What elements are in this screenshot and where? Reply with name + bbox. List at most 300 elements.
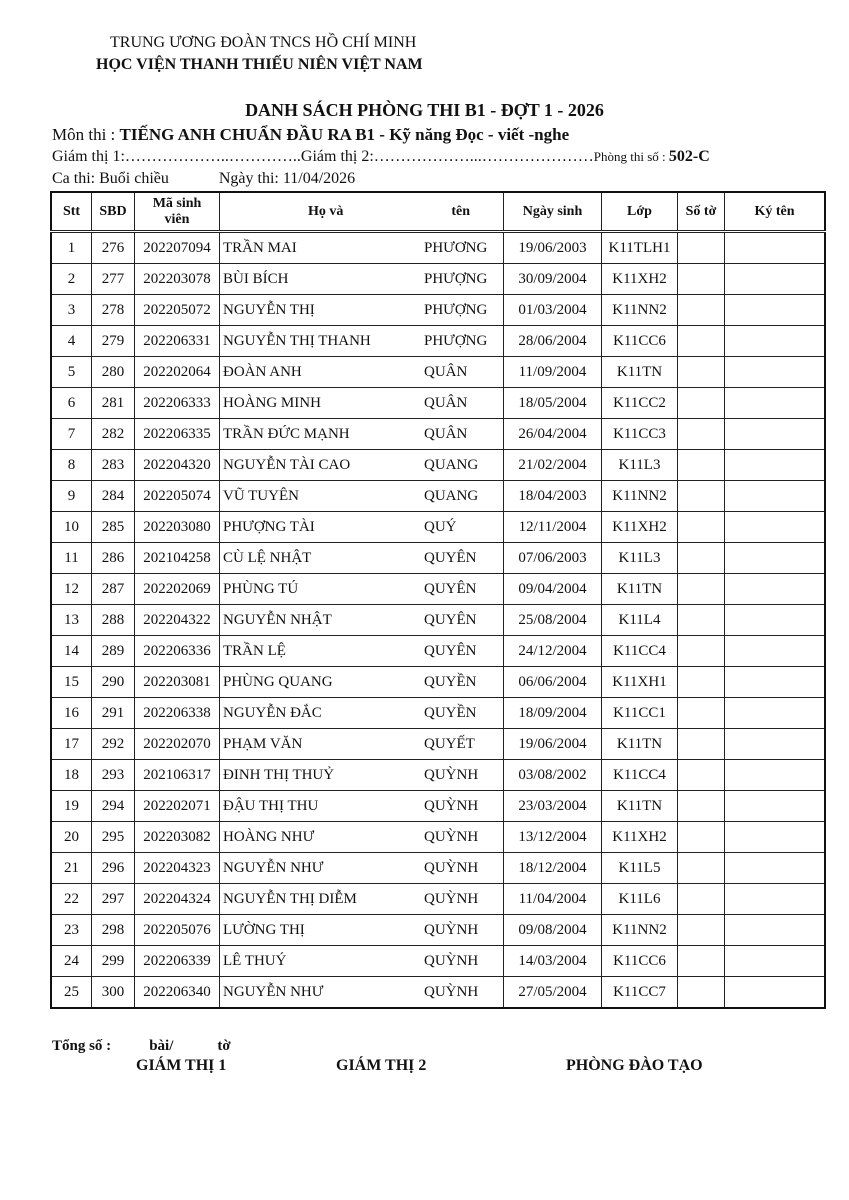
col-name-last: tên: [451, 203, 470, 219]
col-dob: Ngày sinh: [504, 192, 602, 232]
cell-class: K11XH1: [602, 667, 678, 698]
cell-full-name: [220, 729, 504, 760]
cell-full-name: [220, 822, 504, 853]
cell-signature[interactable]: [725, 574, 826, 605]
cell-stt: 22: [51, 884, 92, 915]
col-sheets: Số tờ: [678, 192, 725, 232]
cell-surname: BÙI BÍCH: [223, 270, 289, 287]
cell-sheets[interactable]: [678, 760, 725, 791]
cell-student-id: 202206333: [135, 388, 220, 419]
cell-given-name: QUYÊN: [424, 580, 477, 597]
cell-full-name: [220, 481, 504, 512]
total-label: Tổng số :: [52, 1038, 112, 1054]
cell-student-id: 202202069: [135, 574, 220, 605]
cell-given-name: QUỲNH: [424, 952, 479, 969]
cell-stt: 11: [51, 543, 92, 574]
cell-sheets[interactable]: [678, 698, 725, 729]
cell-surname: NGUYỄN ĐẮC: [223, 704, 322, 721]
cell-sbd: 288: [92, 605, 135, 636]
cell-class: K11NN2: [602, 915, 678, 946]
cell-class: K11CC4: [602, 636, 678, 667]
cell-stt: 5: [51, 357, 92, 388]
cell-stt: 16: [51, 698, 92, 729]
cell-student-id: 202203081: [135, 667, 220, 698]
cell-class: K11CC6: [602, 946, 678, 977]
total-line: [52, 1038, 231, 1055]
cell-given-name: QUỲNH: [424, 890, 479, 907]
subject-label: Môn thi :: [52, 125, 120, 144]
cell-stt: 24: [51, 946, 92, 977]
cell-sbd: 297: [92, 884, 135, 915]
proctor-1-field: Giám thị 1:………………..…………..: [52, 148, 301, 165]
cell-stt: 25: [51, 977, 92, 1009]
cell-class: K11TN: [602, 574, 678, 605]
cell-given-name: PHƯỢNG: [424, 270, 488, 287]
cell-full-name: [220, 698, 504, 729]
cell-sbd: 293: [92, 760, 135, 791]
cell-class: K11L4: [602, 605, 678, 636]
cell-dob: 18/12/2004: [504, 853, 602, 884]
table-row: [51, 574, 825, 605]
cell-sheets[interactable]: [678, 574, 725, 605]
cell-sbd: 280: [92, 357, 135, 388]
cell-full-name: [220, 853, 504, 884]
cell-surname: NGUYỄN TÀI CAO: [223, 456, 351, 473]
cell-signature[interactable]: [725, 853, 826, 884]
cell-dob: 26/04/2004: [504, 419, 602, 450]
exam-date: Ngày thi: 11/04/2026: [218, 170, 356, 187]
cell-full-name: [220, 512, 504, 543]
cell-dob: 27/05/2004: [504, 977, 602, 1009]
cell-dob: 13/12/2004: [504, 822, 602, 853]
cell-signature[interactable]: [725, 977, 826, 1009]
cell-full-name: [220, 388, 504, 419]
cell-dob: 09/08/2004: [504, 915, 602, 946]
cell-surname: NGUYỄN THỊ THANH: [223, 332, 371, 349]
cell-sbd: 285: [92, 512, 135, 543]
cell-stt: 6: [51, 388, 92, 419]
cell-full-name: [220, 326, 504, 357]
cell-class: K11CC1: [602, 698, 678, 729]
cell-stt: 13: [51, 605, 92, 636]
cell-surname: NGUYỄN NHƯ: [223, 859, 324, 876]
cell-student-id: 202206331: [135, 326, 220, 357]
cell-given-name: QUỲNH: [424, 859, 479, 876]
cell-full-name: [220, 605, 504, 636]
cell-given-name: QUANG: [424, 456, 479, 473]
cell-signature[interactable]: [725, 946, 826, 977]
cell-given-name: QUỲNH: [424, 828, 479, 845]
cell-stt: 1: [51, 232, 92, 264]
table-row: [51, 357, 825, 388]
cell-student-id: 202206335: [135, 419, 220, 450]
cell-class: K11CC7: [602, 977, 678, 1009]
cell-given-name: PHƯỢNG: [424, 332, 488, 349]
table-row: [51, 977, 825, 1009]
table-row: [51, 915, 825, 946]
cell-signature[interactable]: [725, 481, 826, 512]
cell-surname: PHÙNG TÚ: [223, 580, 299, 597]
cell-class: K11NN2: [602, 481, 678, 512]
cell-surname: NGUYỄN NHẬT: [223, 611, 332, 628]
cell-sbd: 289: [92, 636, 135, 667]
cell-full-name: [220, 357, 504, 388]
table-row: [51, 326, 825, 357]
cell-stt: 14: [51, 636, 92, 667]
cell-student-id: 202206340: [135, 977, 220, 1009]
col-signature: Ký tên: [725, 192, 826, 232]
cell-given-name: QUỲNH: [424, 921, 479, 938]
cell-surname: CÙ LỆ NHẬT: [223, 549, 312, 566]
cell-class: K11L5: [602, 853, 678, 884]
cell-sbd: 279: [92, 326, 135, 357]
cell-class: K11CC6: [602, 326, 678, 357]
cell-student-id: 202207094: [135, 232, 220, 264]
table-row: [51, 232, 825, 264]
cell-sheets[interactable]: [678, 822, 725, 853]
cell-stt: 19: [51, 791, 92, 822]
cell-student-id: 202204323: [135, 853, 220, 884]
room-label: Phòng thi số :: [593, 149, 669, 164]
room-number: 502-C: [668, 148, 710, 165]
cell-surname: ĐINH THỊ THUỶ: [223, 766, 335, 783]
proctor-2-field: Giám thị 2:………………...…………………: [300, 148, 594, 165]
cell-given-name: QUỲNH: [424, 766, 479, 783]
cell-sheets[interactable]: [678, 791, 725, 822]
cell-signature[interactable]: [725, 605, 826, 636]
cell-class: K11TLH1: [602, 232, 678, 264]
cell-surname: TRẦN LỆ: [223, 642, 286, 659]
cell-dob: 14/03/2004: [504, 946, 602, 977]
cell-stt: 21: [51, 853, 92, 884]
col-student-id-line1: Mã sinh: [152, 195, 202, 211]
cell-sheets[interactable]: [678, 264, 725, 295]
cell-student-id: 202106317: [135, 760, 220, 791]
cell-dob: 07/06/2003: [504, 543, 602, 574]
signature-training-office: PHÒNG ĐÀO TẠO: [566, 1057, 703, 1074]
cell-full-name: [220, 419, 504, 450]
cell-sheets[interactable]: [678, 357, 725, 388]
cell-sbd: 291: [92, 698, 135, 729]
exam-subject: [52, 125, 569, 145]
table-row: [51, 729, 825, 760]
cell-class: K11TN: [602, 729, 678, 760]
cell-full-name: [220, 295, 504, 326]
table-row: [51, 605, 825, 636]
cell-class: K11L3: [602, 543, 678, 574]
cell-signature[interactable]: [725, 667, 826, 698]
cell-sbd: 284: [92, 481, 135, 512]
cell-student-id: 202203078: [135, 264, 220, 295]
cell-student-id: 202205076: [135, 915, 220, 946]
cell-surname: PHƯỢNG TÀI: [223, 518, 315, 535]
cell-student-id: 202204322: [135, 605, 220, 636]
cell-signature[interactable]: [725, 264, 826, 295]
cell-class: K11L6: [602, 884, 678, 915]
cell-signature[interactable]: [725, 295, 826, 326]
cell-stt: 15: [51, 667, 92, 698]
table-row: [51, 419, 825, 450]
table-header-row: [51, 192, 825, 232]
cell-signature[interactable]: [725, 326, 826, 357]
table-row: [51, 264, 825, 295]
cell-class: K11TN: [602, 791, 678, 822]
table-row: [51, 884, 825, 915]
cell-sbd: 281: [92, 388, 135, 419]
cell-signature[interactable]: [725, 419, 826, 450]
cell-full-name: [220, 667, 504, 698]
cell-given-name: QUÂN: [424, 394, 468, 411]
cell-sbd: 276: [92, 232, 135, 264]
cell-sheets[interactable]: [678, 450, 725, 481]
cell-sheets[interactable]: [678, 915, 725, 946]
cell-signature[interactable]: [725, 760, 826, 791]
cell-class: K11XH2: [602, 264, 678, 295]
total-sheets: tờ: [217, 1038, 231, 1054]
cell-given-name: QUYỀN: [424, 704, 477, 721]
cell-stt: 23: [51, 915, 92, 946]
cell-stt: 20: [51, 822, 92, 853]
cell-given-name: QUYÊN: [424, 642, 477, 659]
cell-full-name: [220, 574, 504, 605]
cell-surname: NGUYỄN NHƯ: [223, 983, 324, 1000]
total-papers: bài/: [149, 1038, 174, 1054]
cell-sheets[interactable]: [678, 543, 725, 574]
cell-sheets[interactable]: [678, 295, 725, 326]
cell-surname: TRẦN MAI: [223, 239, 297, 256]
cell-surname: NGUYỄN THỊ: [223, 301, 315, 318]
cell-class: K11XH2: [602, 512, 678, 543]
cell-sheets[interactable]: [678, 481, 725, 512]
subject-value: TIẾNG ANH CHUẨN ĐẦU RA B1 - Kỹ năng Đọc - viết -nghe: [119, 125, 570, 144]
cell-class: K11XH2: [602, 822, 678, 853]
cell-signature[interactable]: [725, 822, 826, 853]
cell-surname: NGUYỄN THỊ DIỄM: [223, 890, 357, 907]
cell-given-name: QUÂN: [424, 425, 468, 442]
cell-stt: 10: [51, 512, 92, 543]
cell-signature[interactable]: [725, 450, 826, 481]
cell-signature[interactable]: [725, 388, 826, 419]
col-student-id-line2: viên: [164, 211, 190, 227]
cell-sbd: 278: [92, 295, 135, 326]
cell-full-name: [220, 977, 504, 1009]
cell-surname: VŨ TUYÊN: [223, 487, 299, 504]
cell-sbd: 298: [92, 915, 135, 946]
exam-session: Ca thi: Buổi chiều: [52, 170, 169, 187]
cell-dob: 18/09/2004: [504, 698, 602, 729]
cell-stt: 17: [51, 729, 92, 760]
cell-dob: 18/05/2004: [504, 388, 602, 419]
table-row: [51, 295, 825, 326]
cell-surname: PHẠM VĂN: [223, 735, 303, 752]
cell-student-id: 202205074: [135, 481, 220, 512]
cell-stt: 12: [51, 574, 92, 605]
col-sbd: SBD: [92, 192, 135, 232]
cell-dob: 01/03/2004: [504, 295, 602, 326]
cell-stt: 3: [51, 295, 92, 326]
cell-sbd: 283: [92, 450, 135, 481]
cell-sbd: 300: [92, 977, 135, 1009]
cell-student-id: 202205072: [135, 295, 220, 326]
col-student-id: [135, 192, 220, 232]
cell-surname: ĐẬU THỊ THU: [223, 797, 319, 814]
cell-sheets[interactable]: [678, 884, 725, 915]
cell-stt: 2: [51, 264, 92, 295]
cell-signature[interactable]: [725, 512, 826, 543]
cell-signature[interactable]: [725, 636, 826, 667]
cell-class: K11CC4: [602, 760, 678, 791]
session-line: [52, 170, 355, 188]
cell-dob: 09/04/2004: [504, 574, 602, 605]
col-stt: Stt: [51, 192, 92, 232]
cell-sheets[interactable]: [678, 977, 725, 1009]
proctor-line: [52, 148, 710, 166]
cell-signature[interactable]: [725, 232, 826, 264]
table-row: [51, 822, 825, 853]
cell-dob: 12/11/2004: [504, 512, 602, 543]
cell-signature[interactable]: [725, 729, 826, 760]
cell-signature[interactable]: [725, 915, 826, 946]
cell-sheets[interactable]: [678, 636, 725, 667]
cell-signature[interactable]: [725, 884, 826, 915]
cell-student-id: 202204324: [135, 884, 220, 915]
table-row: [51, 450, 825, 481]
cell-full-name: [220, 264, 504, 295]
cell-dob: 23/03/2004: [504, 791, 602, 822]
cell-surname: ĐOÀN ANH: [223, 363, 302, 380]
table-row: [51, 512, 825, 543]
cell-sheets[interactable]: [678, 605, 725, 636]
cell-given-name: QUANG: [424, 487, 479, 504]
signature-proctor-2: GIÁM THỊ 2: [336, 1057, 427, 1074]
table-row: [51, 543, 825, 574]
cell-dob: 06/06/2004: [504, 667, 602, 698]
cell-student-id: 202202070: [135, 729, 220, 760]
cell-class: K11CC2: [602, 388, 678, 419]
cell-dob: 30/09/2004: [504, 264, 602, 295]
cell-surname: PHÙNG QUANG: [223, 673, 333, 690]
cell-student-id: 202202064: [135, 357, 220, 388]
cell-dob: 11/04/2004: [504, 884, 602, 915]
cell-dob: 28/06/2004: [504, 326, 602, 357]
cell-full-name: [220, 791, 504, 822]
table-row: [51, 760, 825, 791]
cell-full-name: [220, 543, 504, 574]
cell-sheets[interactable]: [678, 388, 725, 419]
cell-given-name: QUỲNH: [424, 797, 479, 814]
cell-surname: LƯỜNG THỊ: [223, 921, 305, 938]
cell-given-name: QUYỀN: [424, 673, 477, 690]
org-line-1: TRUNG ƯƠNG ĐOÀN TNCS HỒ CHÍ MINH: [110, 34, 417, 51]
cell-sheets[interactable]: [678, 946, 725, 977]
table-row: [51, 791, 825, 822]
cell-dob: 21/02/2004: [504, 450, 602, 481]
cell-student-id: 202203080: [135, 512, 220, 543]
table-row: [51, 388, 825, 419]
cell-sbd: 290: [92, 667, 135, 698]
cell-signature[interactable]: [725, 543, 826, 574]
cell-dob: 19/06/2003: [504, 232, 602, 264]
cell-given-name: QUYÊN: [424, 611, 477, 628]
cell-full-name: [220, 946, 504, 977]
cell-sheets[interactable]: [678, 326, 725, 357]
cell-dob: 11/09/2004: [504, 357, 602, 388]
signature-proctor-1: GIÁM THỊ 1: [136, 1057, 227, 1074]
cell-full-name: [220, 915, 504, 946]
cell-student-id: 202203082: [135, 822, 220, 853]
org-line-2: HỌC VIỆN THANH THIẾU NIÊN VIỆT NAM: [96, 56, 423, 73]
cell-sbd: 299: [92, 946, 135, 977]
cell-sbd: 277: [92, 264, 135, 295]
col-name-first: Họ và: [308, 203, 344, 219]
cell-class: K11CC3: [602, 419, 678, 450]
cell-dob: 19/06/2004: [504, 729, 602, 760]
cell-stt: 18: [51, 760, 92, 791]
cell-sbd: 295: [92, 822, 135, 853]
cell-sbd: 296: [92, 853, 135, 884]
cell-full-name: [220, 450, 504, 481]
cell-sheets[interactable]: [678, 729, 725, 760]
cell-signature[interactable]: [725, 698, 826, 729]
cell-given-name: QUYẾT: [424, 735, 475, 752]
cell-stt: 9: [51, 481, 92, 512]
cell-sheets[interactable]: [678, 853, 725, 884]
cell-class: K11NN2: [602, 295, 678, 326]
cell-surname: HOÀNG MINH: [223, 394, 321, 411]
cell-given-name: PHƯỢNG: [424, 301, 488, 318]
cell-sbd: 287: [92, 574, 135, 605]
cell-given-name: QUÝ: [424, 518, 457, 535]
cell-dob: 03/08/2002: [504, 760, 602, 791]
col-class: Lớp: [602, 192, 678, 232]
cell-sbd: 286: [92, 543, 135, 574]
cell-student-id: 202104258: [135, 543, 220, 574]
cell-surname: TRẦN ĐỨC MẠNH: [223, 425, 350, 442]
table-row: [51, 481, 825, 512]
table-row: [51, 667, 825, 698]
cell-sheets[interactable]: [678, 512, 725, 543]
cell-given-name: PHƯƠNG: [424, 239, 488, 256]
cell-given-name: QUÂN: [424, 363, 468, 380]
page-title: DANH SÁCH PHÒNG THI B1 - ĐỢT 1 - 2026: [245, 100, 604, 120]
cell-signature[interactable]: [725, 357, 826, 388]
cell-dob: 18/04/2003: [504, 481, 602, 512]
exam-roster-table: [50, 191, 826, 1009]
cell-student-id: 202206338: [135, 698, 220, 729]
cell-class: K11L3: [602, 450, 678, 481]
cell-signature[interactable]: [725, 791, 826, 822]
cell-stt: 7: [51, 419, 92, 450]
cell-dob: 25/08/2004: [504, 605, 602, 636]
cell-class: K11TN: [602, 357, 678, 388]
table-row: [51, 698, 825, 729]
cell-full-name: [220, 636, 504, 667]
table-row: [51, 946, 825, 977]
cell-given-name: QUYÊN: [424, 549, 477, 566]
cell-student-id: 202206336: [135, 636, 220, 667]
table-row: [51, 636, 825, 667]
cell-sheets[interactable]: [678, 419, 725, 450]
table-body: [51, 232, 825, 1009]
cell-student-id: 202204320: [135, 450, 220, 481]
table-row: [51, 853, 825, 884]
cell-full-name: [220, 884, 504, 915]
cell-sheets[interactable]: [678, 232, 725, 264]
cell-student-id: 202206339: [135, 946, 220, 977]
cell-stt: 8: [51, 450, 92, 481]
cell-sbd: 282: [92, 419, 135, 450]
cell-sheets[interactable]: [678, 667, 725, 698]
